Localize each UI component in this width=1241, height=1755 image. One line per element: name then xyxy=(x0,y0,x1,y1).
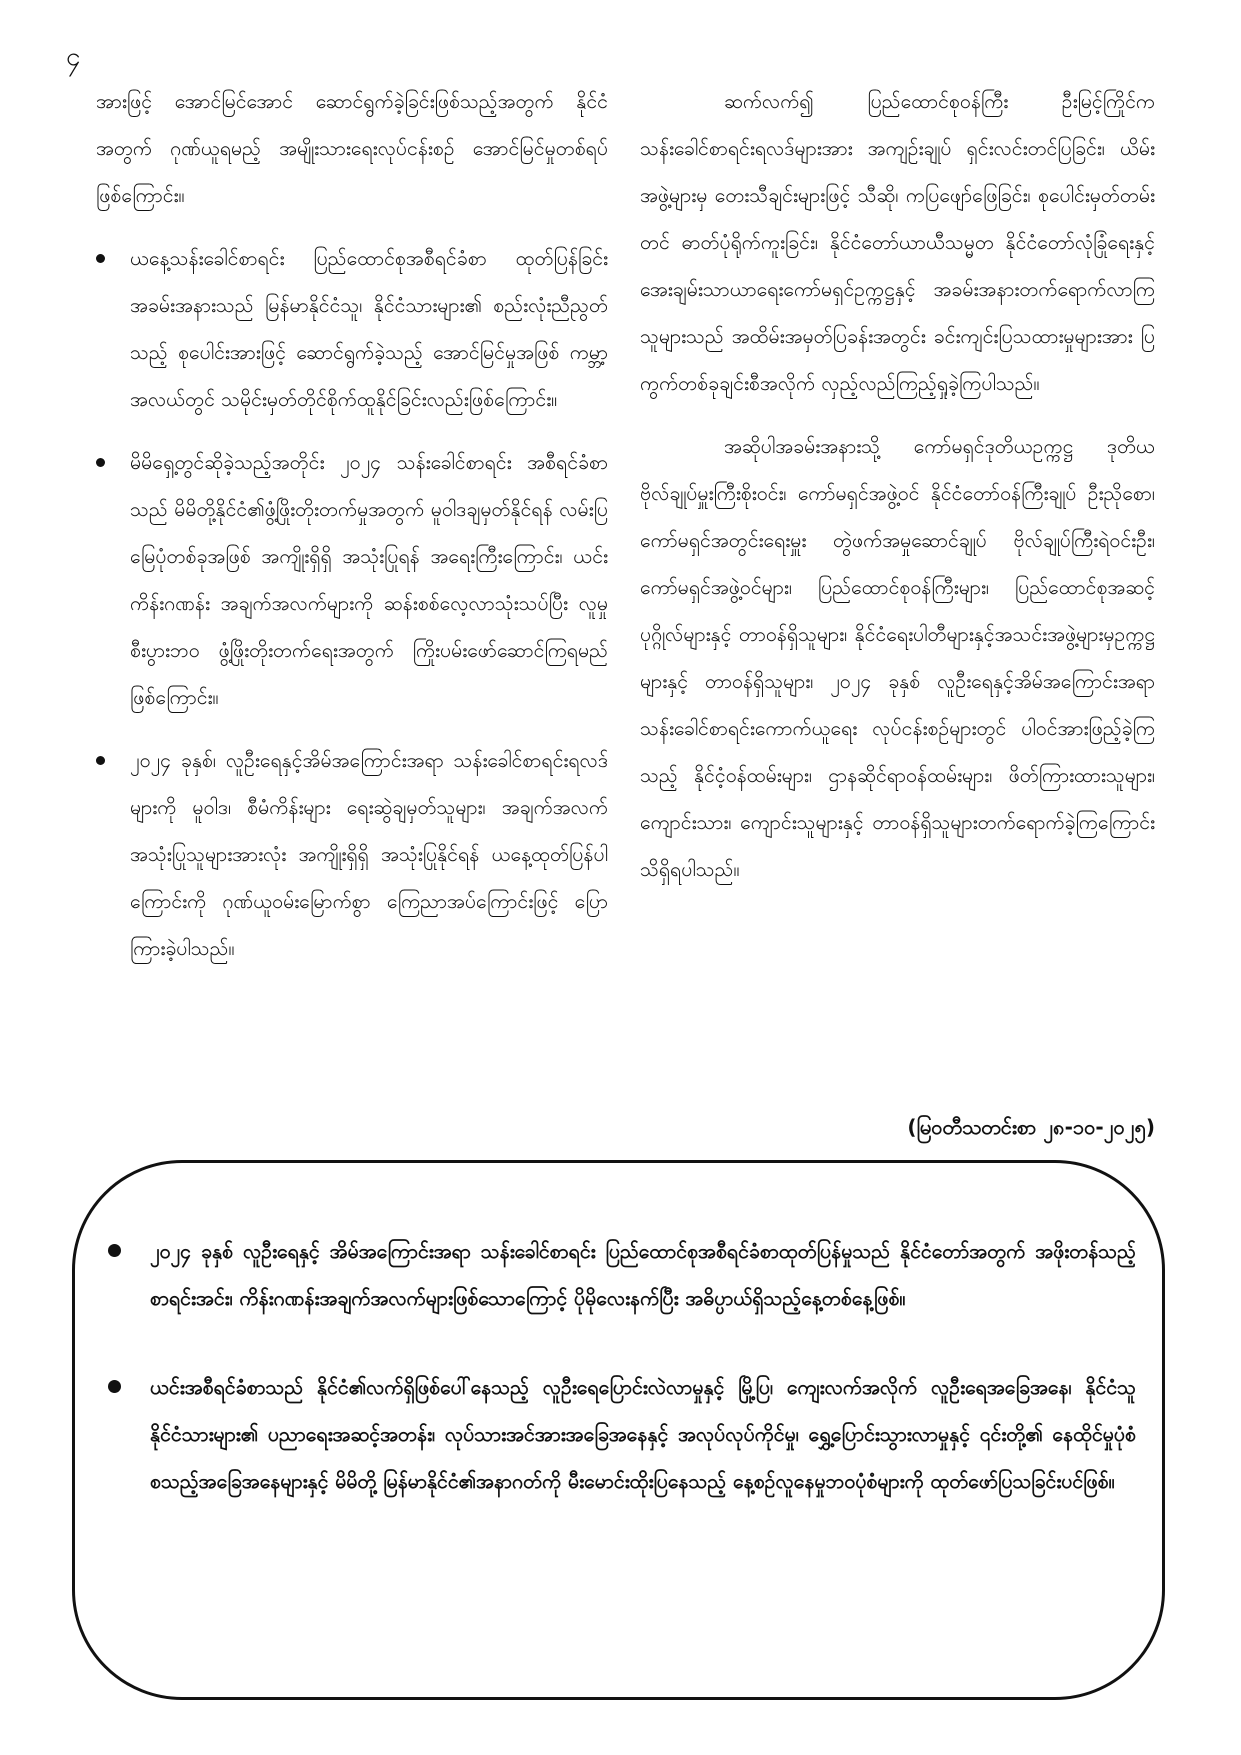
bullet-dot-icon xyxy=(96,458,105,467)
summary-bullet-list xyxy=(108,1228,1136,1547)
summary-item-text: ၂၀၂၄ ခုနှစ် လူဦးရေနှင့် အိမ်အကြောင်းအရာ သန်းခေါင်စာရင်း ပြည်ထောင်စုအစီရင်ခံစာထုတ်ပြန်မှုသည် နိုင်ငံတော်အတွက် အဖိုးတန်သည့် စာရင်းအင်း၊ ကိန်းဂဏန်းအချက်အလက်များဖြစ်သောကြောင့် ပိုမိုလေးနက်ပြီး အဓိပ္ပာယ်ရှိသည့်နေ့တစ်နေ့ဖြစ်။ xyxy=(150,1240,1136,1310)
bullet-dot-icon xyxy=(96,756,105,765)
source-citation: (မြဝတီသတင်းစာ ၂၈-၁၀-၂၀၂၅) xyxy=(907,1115,1155,1139)
list-item xyxy=(108,1364,1136,1505)
right-paragraph: အဆိုပါအခမ်းအနားသို့ ကော်မရှင်ဒုတိယဥက္ကဋ္ဌ ဒုတိယဗိုလ်ချုပ်မှူးကြီးစိုးဝင်း၊ ကော်မရှင်အဖွဲ့ဝင် နိုင်ငံတော်ဝန်ကြီးချုပ် ဦးညိုစော၊ ကော်မရှင်အတွင်းရေးမှူး တွဲဖက်အမှုဆောင်ချုပ် ဗိုလ်ချုပ်ကြီးရဲဝင်းဦး၊ ကော်မရှင်အဖွဲ့ဝင်များ၊ ပြည်ထောင်စုဝန်ကြီးများ၊ ပြည်ထောင်စုအဆင့်ပုဂ္ဂိုလ်များနှင့် တာဝန်ရှိသူများ၊ နိုင်ငံရေးပါတီများနှင့်အသင်းအဖွဲ့များမှဥက္ကဋ္ဌများနှင့် တာဝန်ရှိသူများ၊ ၂၀၂၄ ခုနှစ် လူဦးရေနှင့်အိမ်အကြောင်းအရာ သန်းခေါင်စာရင်းကောက်ယူရေး လုပ်ငန်းစဉ်များတွင် ပါဝင်အားဖြည့်ခဲ့ကြသည့် နိုင်ငံ့ဝန်ထမ်းများ၊ ဌာနဆိုင်ရာဝန်ထမ်းများ၊ ဖိတ်ကြားထားသူများ၊ ကျောင်းသား၊ ကျောင်းသူများနှင့် တာဝန်ရှိသူများတက်ရောက်ခဲ့ကြကြောင်းသိရှိရပါသည်။ xyxy=(640,435,1155,881)
list-item xyxy=(96,235,608,423)
list-item xyxy=(96,439,608,721)
bullet-dot-icon xyxy=(108,1244,121,1257)
left-intro-paragraph: အားဖြင့် အောင်မြင်အောင် ဆောင်ရွက်ခဲ့ခြင်းဖြစ်သည့်အတွက် နိုင်ငံအတွက် ဂုဏ်ယူရမည့် အမျိုးသားရေးလုပ်ငန်းစဉ် အောင်မြင်မှုတစ်ရပ်ဖြစ်ကြောင်း။ xyxy=(96,90,608,207)
bullet-dot-icon xyxy=(108,1380,121,1393)
list-item xyxy=(108,1228,1136,1322)
page-number: ၄ xyxy=(66,42,81,72)
right-column xyxy=(640,78,1155,909)
list-item-text: မိမိရှေ့တွင်ဆိုခဲ့သည့်အတိုင်း ၂၀၂၄ သန်းခေါင်စာရင်း အစီရင်ခံစာသည် မိမိတို့နိုင်ငံ၏ဖွံ့ဖြိုးတိုးတက်မှုအတွက် မူဝါဒချမှတ်နိုင်ရန် လမ်းပြမြေပုံတစ်ခုအဖြစ် အကျိုးရှိရှိ အသုံးပြုရန် အရေးကြီးကြောင်း၊ ယင်းကိန်းဂဏန်း အချက်အလက်များကို ဆန်းစစ်လေ့လာသုံးသပ်ပြီး လူမှုစီးပွားဘဝ ဖွံ့ဖြိုးတိုးတက်ရေးအတွက် ကြိုးပမ်းဖော်ဆောင်ကြရမည်ဖြစ်ကြောင်း။ xyxy=(130,451,608,709)
summary-item-text: ယင်းအစီရင်ခံစာသည် နိုင်ငံ၏လက်ရှိဖြစ်ပေါ်နေသည့် လူဦးရေပြောင်းလဲလာမှုနှင့် မြို့ပြ၊ ကျေးလက်အလိုက် လူဦးရေအခြေအနေ၊ နိုင်ငံသူနိုင်ငံသားများ၏ ပညာရေးအဆင့်အတန်း၊ လုပ်သားအင်အားအခြေအနေနှင့် အလုပ်လုပ်ကိုင်မှု၊ ရွှေ့ပြောင်းသွားလာမှုနှင့် ၎င်းတို့၏ နေထိုင်မှုပုံစံ စသည့်အခြေအနေများနှင့် မိမိတို့ မြန်မာနိုင်ငံ၏အနာဂတ်ကို မီးမောင်းထိုးပြနေသည့် နေ့စဉ်လူနေမှုဘဝပုံစံများကို ထုတ်ဖော်ပြသခြင်းပင်ဖြစ်။ xyxy=(150,1376,1136,1493)
left-column xyxy=(96,78,608,988)
bullet-dot-icon xyxy=(96,254,105,263)
right-paragraph: ဆက်လက်၍ ပြည်ထောင်စုဝန်ကြီး ဦးမြင့်ကြိုင်က သန်းခေါင်စာရင်းရလဒ်များအား အကျဉ်းချုပ် ရှင်းလင်းတင်ပြခြင်း၊ ယိမ်းအဖွဲ့များမှ တေးသီချင်းများဖြင့် သီဆို၊ ကပြဖျော်ဖြေခြင်း၊ စုပေါင်းမှတ်တမ်းတင် ဓာတ်ပုံရိုက်ကူးခြင်း၊ နိုင်ငံတော်ယာယီသမ္မတ နိုင်ငံတော်လုံခြုံရေးနှင့် အေးချမ်းသာယာရေးကော်မရှင်ဥက္ကဋ္ဌနှင့် အခမ်းအနားတက်ရောက်လာကြသူများသည် အထိမ်းအမှတ်ပြခန်းအတွင်း ခင်းကျင်းပြသထားမှုများအား ပြကွက်တစ်ခုချင်းစီအလိုက် လှည့်လည်ကြည့်ရှုခဲ့ကြပါသည်။ xyxy=(640,90,1155,395)
list-item-text: ယနေ့သန်းခေါင်စာရင်း ပြည်ထောင်စုအစီရင်ခံစာ ထုတ်ပြန်ခြင်းအခမ်းအနားသည် မြန်မာနိုင်ငံသူ၊ နိုင်ငံသားများ၏ စည်းလုံးညီညွတ်သည့် စုပေါင်းအားဖြင့် ဆောင်ရွက်ခဲ့သည့် အောင်မြင်မှုအဖြစ် ကမ္ဘာ့အလယ်တွင် သမိုင်းမှတ်တိုင်စိုက်ထူနိုင်ခြင်းလည်းဖြစ်ကြောင်း။ xyxy=(130,247,608,411)
left-bullet-list xyxy=(96,235,608,972)
list-item xyxy=(96,737,608,972)
list-item-text: ၂၀၂၄ ခုနှစ်၊ လူဦးရေနှင့်အိမ်အကြောင်းအရာ သန်းခေါင်စာရင်းရလဒ်များကို မူဝါဒ၊ စီမံကိန်းများ ရေးဆွဲချမှတ်သူများ၊ အချက်အလက်အသုံးပြုသူများအားလုံး အကျိုးရှိရှိ အသုံးပြုနိုင်ရန် ယနေ့ထုတ်ပြန်ပါကြောင်းကို ဂုဏ်ယူဝမ်းမြောက်စွာ ကြေညာအပ်ကြောင်းဖြင့် ပြောကြားခဲ့ပါသည်။ xyxy=(130,749,608,960)
